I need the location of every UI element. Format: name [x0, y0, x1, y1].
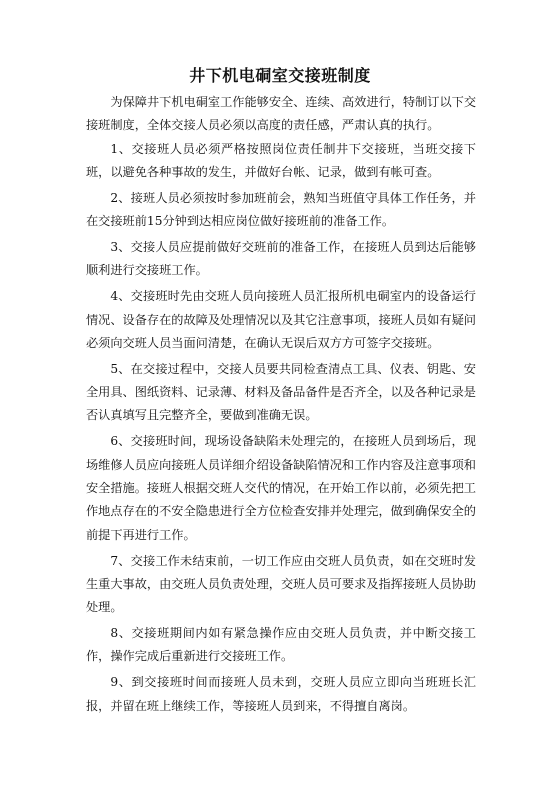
rule-paragraph-5: 5、在交接过程中，交接人员要共同检查清点工具、仪表、钥匙、安全用具、图纸资料、记录薄、材料及备品备件是否齐全，以及各种记录是否认真填写且完整齐全，要做到准确无误。: [86, 361, 476, 423]
rule-paragraph-2: 2、接班人员必须按时参加班前会，熟知当班值守具体工作任务，并在交接班前15分钟到达相应岗位做好接班前的准备工作。: [86, 190, 476, 229]
rule-paragraph-8: 8、交接班期间内如有紧急操作应由交班人员负责，并中断交接工作，操作完成后重新进行交接班工作。: [86, 626, 476, 664]
rule-paragraph-9: 9、到交接班时间而接班人员未到，交班人员应立即向当班班长汇报，并留在班上继续工作，等接班人员到来，不得擅自离岗。: [86, 675, 476, 713]
rule-paragraph-7: 7、交接工作未结束前，一切工作应由交班人员负责，如在交班时发生重大事故，由交班人员负责处理，交班人员可要求及指挥接班人员协助处理。: [86, 553, 476, 615]
intro-paragraph: 为保障井下机电硐室工作能够安全、连续、高效进行，特制订以下交接班制度，全体交接人员必须以高度的责任感，严肃认真的执行。: [86, 95, 477, 133]
document-body: [86, 91, 476, 720]
rule-paragraph-6: 6、交接班时间，现场设备缺陷未处理完的，在接班人员到场后，现场维修人员应向接班人员详细介绍设备缺陷情况和工作内容及注意事项和安全措施。接班人根据交班人交代的情况，在开始工作以前，必须先把工作地点存在的不安全隐患进行全方位检查安排并处理完，做到确保安全的前提下再进行工作。: [86, 434, 476, 542]
rule-paragraph-1: 1、交接班人员必须严格按照岗位责任制井下交接班，当班交接下班，以避免各种事故的发生，并做好台帐、记录，做到有帐可查。: [86, 141, 476, 180]
document-title: 井下机电硐室交接班制度: [189, 66, 371, 85]
rule-paragraph-3: 3、交接人员应提前做好交班前的准备工作，在接班人员到达后能够顺利进行交接班工作。: [86, 240, 476, 278]
rule-paragraph-4: 4、交接班时先由交班人员向接班人员汇报所机电硐室内的设备运行情况、设备存在的故障及处理情况以及其它注意事项，接班人员如有疑问必须向交班人员当面问清楚，在确认无误后双方方可签字交接班。: [86, 289, 476, 350]
